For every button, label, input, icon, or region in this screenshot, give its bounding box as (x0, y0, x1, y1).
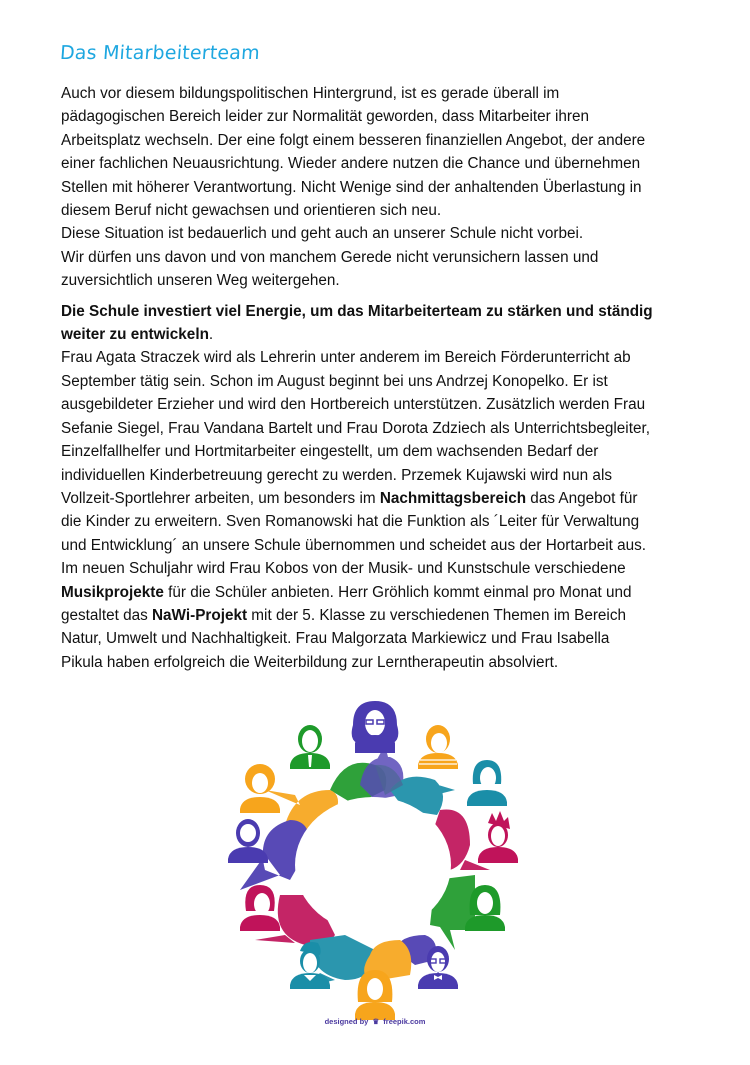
image-credit (0, 1017, 750, 1026)
highlight-musikprojekte: Musikprojekte (61, 583, 164, 601)
highlight-nachmittagsbereich: Nachmittagsbereich (379, 489, 527, 507)
avatar-person-striped (418, 725, 458, 769)
avatar-woman-bob (467, 760, 507, 806)
page-title: Das Mitarbeiterteam (59, 42, 261, 64)
text-line: zuversichtlich unseren Weg weitergehen. (61, 272, 340, 290)
text-span: das Angebot für (526, 489, 638, 507)
text-line: die Kinder zu erweitern. Sven Romanowski hat die Funktion als ´Leiter für Verwaltung (61, 513, 640, 531)
text-line (61, 604, 701, 627)
text-line (61, 581, 701, 604)
highlight-nawi-projekt: NaWi-Projekt (152, 606, 248, 624)
text-line: September tätig sein. Schon im August beginnt bei uns Andrzej Konopelko. Er ist (61, 372, 608, 390)
avatar-woman-curly (240, 764, 280, 813)
text-line: Auch vor diesem bildungspolitischen Hintergrund, ist es gerade überall im (61, 85, 560, 102)
text-line: Frau Agata Straczek wird als Lehrerin unter anderem im Bereich Förderunterricht ab (61, 349, 631, 367)
lead-line (61, 300, 701, 323)
text-span: Vollzeit-Sportlehrer arbeiten, um besonders im (61, 489, 380, 507)
credit-prefix: designed by (324, 1017, 369, 1026)
lead-line (61, 323, 701, 346)
lead-bold: Die Schule investiert viel Energie, um das Mitarbeiterteam zu stärken und ständig (61, 302, 653, 320)
text-line: Pikula haben erfolgreich die Weiterbildung zur Lerntherapeutin absolviert. (61, 653, 559, 671)
avatar-woman-headset (352, 701, 399, 753)
team-illustration (225, 695, 525, 1040)
avatar-man-mohawk (478, 811, 518, 863)
text-line: und Entwicklung´ an unsere Schule übernommen und scheidet aus der Hortarbeit aus. (61, 536, 647, 554)
text-line: Stellen mit höherer Verantwortung. Nicht Wenige sind der anhaltenden Überlastung in (61, 178, 642, 196)
text-line: diesem Beruf nicht gewachsen und orientieren sich neu. (61, 202, 442, 220)
text-span: für die Schüler anbieten. Herr Gröhlich kommt einmal pro Monat und (163, 583, 632, 601)
text-line: Einzelfallhelfer und Hortmitarbeiter eingestellt, um dem wachsenden Bedarf der (61, 443, 599, 461)
text-span: mit der 5. Klasse zu verschiedenen Themen im Bereich (247, 606, 626, 624)
credit-brand: freepik.com (383, 1017, 426, 1026)
avatar-man-suit (290, 725, 330, 769)
avatar-woman-emo (240, 885, 280, 931)
text-line: Im neuen Schuljahr wird Frau Kobos von der Musik- und Kunstschule verschiedene (61, 560, 626, 578)
avatar-man-beard (228, 819, 268, 863)
text-line: individuellen Kinderbetreuung gerecht zu werden. Przemek Kujawski wird nun als (61, 466, 612, 484)
lead-bold: weiter zu entwickeln (61, 326, 209, 344)
text-line: Diese Situation ist bedauerlich und geht auch an unserer Schule nicht vorbei. (61, 225, 584, 243)
text-line (61, 487, 701, 510)
crown-icon: ♛ (372, 1017, 380, 1026)
text-line: Wir dürfen uns davon und von manchem Gerede nicht verunsichern lassen und (61, 248, 599, 266)
text-line: pädagogischen Bereich leider zur Normalität geworden, dass Mitarbeiter ihren (61, 108, 590, 126)
lead-period: . (208, 326, 214, 344)
text-line: einer fachlichen Neuausrichtung. Wieder andere nutzen die Chance und übernehmen (61, 155, 641, 173)
text-line: ausgebildeter Erzieher und wird den Hortbereich unterstützen. Zusätzlich werden Frau (61, 396, 646, 414)
text-line: Natur, Umwelt und Nachhaltigkeit. Frau Malgorzata Markiewicz und Frau Isabella (61, 630, 610, 648)
text-line: Arbeitsplatz wechseln. Der eine folgt einem besseren finanziellen Angebot, der andere (61, 131, 646, 149)
text-line: Sefanie Siegel, Frau Vandana Bartelt und Frau Dorota Zdziech als Unterrichtsbegleiter, (61, 419, 650, 437)
central-speech-bubble (295, 797, 451, 933)
article-body (61, 82, 701, 674)
text-span: gestaltet das (61, 606, 152, 624)
